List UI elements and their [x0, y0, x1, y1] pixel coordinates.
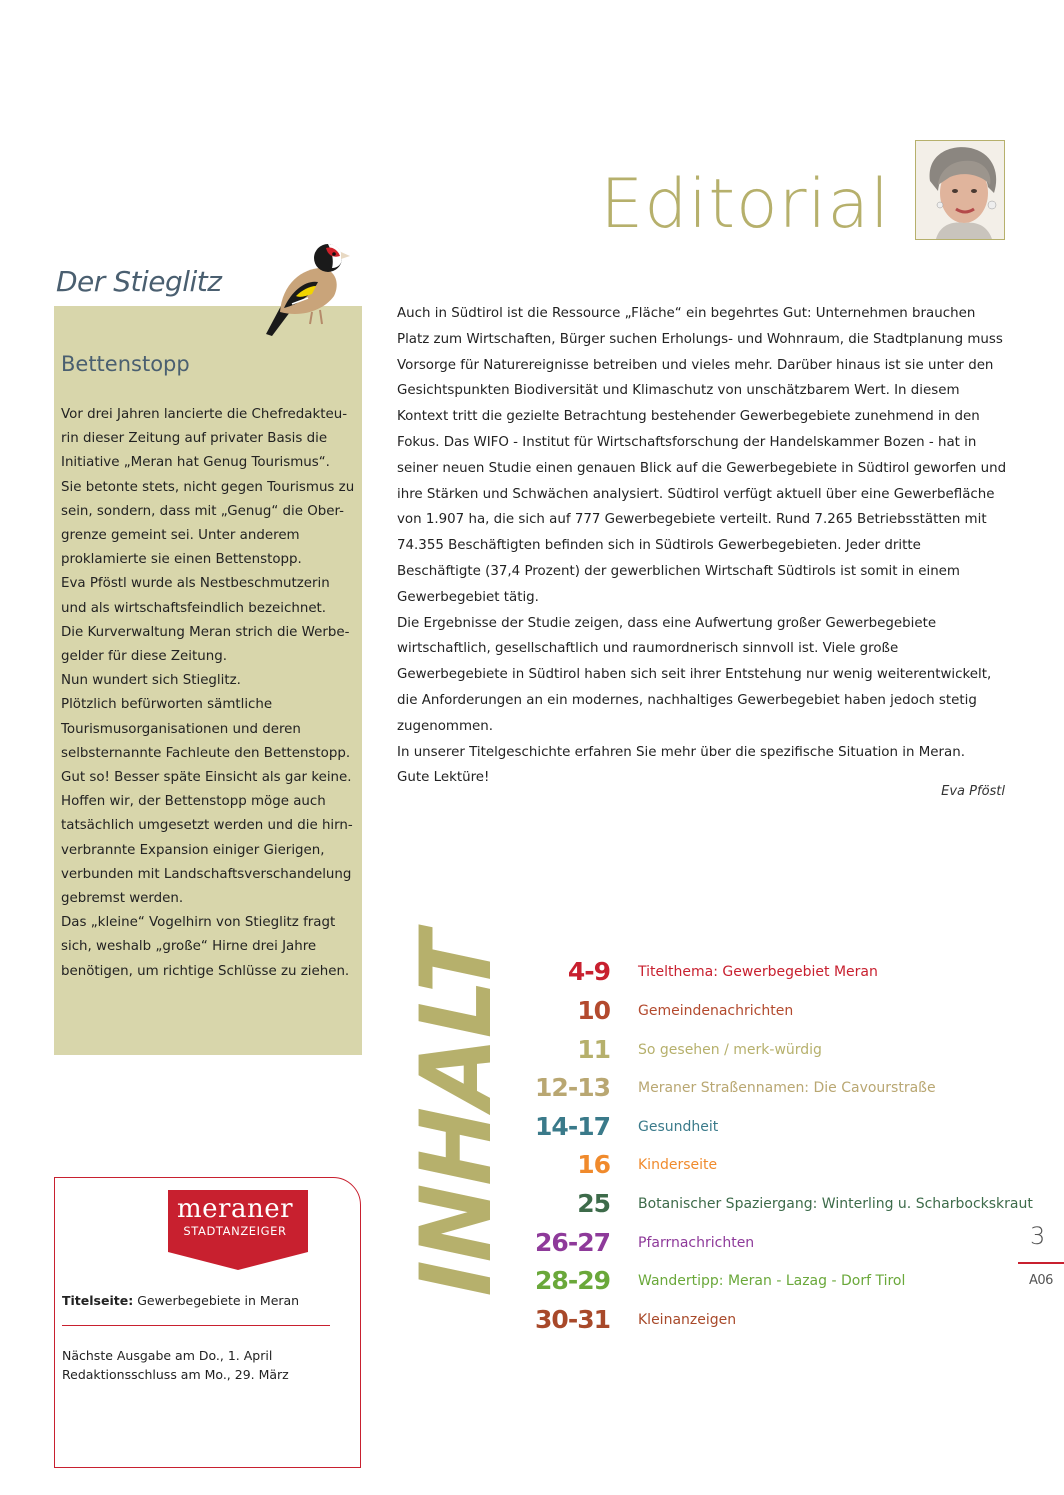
stieglitz-line: Gut so! Besser späte Einsicht als gar keine.	[61, 770, 352, 786]
toc-item[interactable]	[520, 1227, 1020, 1259]
toc-label: Pfarrnachrichten	[638, 1235, 755, 1251]
stieglitz-line: gebremst werden.	[61, 891, 184, 907]
stieglitz-line: verbrannte Expansion einiger Gierigen,	[61, 842, 325, 858]
editorial-paragraph: Die Ergebnisse der Studie zeigen, dass eine Aufwertung großer Gewerbegebiete wirtschaftlich, gesellschaftlich und raumordnerisch sinnvoll ist. Viele große Gewerbegebiete in Südtirol haben sich seit ihrer Entstehung nur wenig weiterentwickelt, die Anforderungen an ein modernes, nachhaltiges Gewerbegebiet haben jedoch stetig zugenommen.	[397, 615, 992, 734]
toc-pages: 30-31	[535, 1305, 610, 1334]
stieglitz-line: Nun wundert sich Stieglitz.	[61, 673, 241, 689]
author-portrait	[915, 140, 1005, 240]
editorial-title: Editorial	[600, 165, 890, 244]
logo-title: meraner	[176, 1194, 294, 1224]
toc-pages: 26-27	[535, 1228, 610, 1257]
editorial-paragraph: In unserer Titelgeschichte erfahren Sie mehr über die spezifische Situation in Meran.	[397, 744, 965, 760]
toc-item[interactable]	[520, 995, 1020, 1027]
toc-pages: 4-9	[567, 957, 610, 986]
stieglitz-line: Plötzlich befürworten sämtliche	[61, 697, 273, 713]
stieglitz-body	[61, 403, 355, 984]
stieglitz-line: Sie betonte stets, nicht gegen Tourismus zu	[61, 479, 355, 495]
toc-pages: 11	[577, 1035, 610, 1064]
stieglitz-line: tatsächlich umgesetzt werden und die hirn-	[61, 818, 353, 834]
cover-line	[62, 1293, 299, 1308]
inhalt-heading	[400, 894, 514, 1309]
toc-pages: 16	[577, 1150, 610, 1179]
toc-label: Titelthema: Gewerbegebiet Meran	[638, 964, 878, 980]
cover-value: Gewerbegebiete in Meran	[133, 1293, 300, 1308]
toc-item[interactable]	[520, 1111, 1020, 1143]
toc-pages: 25	[577, 1189, 610, 1218]
page-number-rule	[1018, 1262, 1064, 1264]
toc-pages: 28-29	[535, 1266, 610, 1295]
next-issue-date: Nächste Ausgabe am Do., 1. April	[62, 1348, 273, 1363]
toc-label: Botanischer Spaziergang: Winterling u. Scharbockskraut	[638, 1196, 1033, 1212]
editorial-author: Eva Pföstl	[941, 784, 1005, 799]
stieglitz-line: rin dieser Zeitung auf privater Basis die	[61, 431, 328, 447]
stieglitz-line: und als wirtschaftsfeindlich bezeichnet.	[61, 600, 327, 616]
portrait-image	[916, 141, 1004, 239]
toc-pages: 12-13	[535, 1073, 610, 1102]
stieglitz-line: proklamierte sie einen Bettenstopp.	[61, 552, 302, 568]
logo-subtitle: STADTANZEIGER	[183, 1224, 287, 1238]
stieglitz-line: Initiative „Meran hat Genug Tourismus“.	[61, 455, 330, 471]
stieglitz-line: sich, weshalb „große“ Hirne drei Jahre	[61, 939, 317, 955]
stieglitz-line: Vor drei Jahren lancierte die Chefredakteu-	[61, 407, 348, 422]
stieglitz-line: Hoffen wir, der Bettenstopp möge auch	[61, 794, 326, 810]
stieglitz-line: grenze gemeint sei. Unter anderem	[61, 528, 300, 544]
inhalt-heading-text: INHALT	[400, 894, 514, 1309]
stieglitz-line: Die Kurverwaltung Meran strich die Werbe-	[61, 624, 350, 640]
toc-item[interactable]	[520, 1188, 1033, 1220]
info-divider	[62, 1325, 330, 1326]
stieglitz-line: gelder für diese Zeitung.	[61, 649, 227, 665]
toc-label: Kleinanzeigen	[638, 1312, 737, 1328]
stieglitz-line: benötigen, um richtige Schlüsse zu ziehen.	[61, 963, 350, 979]
toc-label: Wandertipp: Meran - Lazag - Dorf Tirol	[638, 1273, 906, 1289]
page-number: 3	[1030, 1222, 1046, 1250]
editorial-body	[397, 301, 1007, 791]
editorial-deadline: Redaktionsschluss am Mo., 29. März	[62, 1367, 289, 1382]
toc-label: Gesundheit	[638, 1119, 719, 1135]
toc-item[interactable]	[520, 1034, 1020, 1066]
toc-item[interactable]	[520, 1149, 1020, 1181]
stieglitz-line: Das „kleine“ Vogelhirn von Stieglitz fragt	[61, 915, 336, 931]
editorial-paragraph: Auch in Südtirol ist die Ressource „Fläche“ ein begehrtes Gut: Unternehmen brauchen Platz zum Wirtschaften, Bürger suchen Erholungs- und Wohnraum, die Stadtplanung muss Vorsorge für Naturereignisse betreiben und vieles mehr. Darüber hinaus ist sie unter den Gesichtspunkten Biodiversität und Klimaschutz von unschätzbarem Wert. In diesem Kontext tritt die gezielte Betrachtung bestehender Gewerbegebiete zunehmend in den Fokus. Das WIFO - Institut für Wirtschaftsforschung der Handelskammer Bozen - hat in seiner neuen Studie einen genauen Blick auf die Gewerbegebiete in Südtirol geworfen und ihre Stärken und Schwächen analysiert. Südtirol verfügt aktuell über eine Gewerbefläche von 1.907 ha, die sich auf 777 Gewerbegebiete verteilt. Rund 7.265 Betriebsstätten mit 74.355 Beschäftigten befinden sich in Südtirols Gewerbegebieten. Jeder dritte Beschäftigte (37,4 Prozent) der gewerblichen Wirtschaft Südtirols ist somit in einem Gewerbegebiet tätig.	[397, 306, 1007, 605]
toc-item[interactable]	[520, 956, 1020, 988]
toc-label: Meraner Straßennamen: Die Cavourstraße	[638, 1080, 936, 1096]
toc-item[interactable]	[520, 1265, 1020, 1297]
goldfinch-icon	[262, 234, 352, 338]
stieglitz-line: Eva Pföstl wurde als Nestbeschmutzerin	[61, 576, 330, 592]
toc-label: Kinderseite	[638, 1157, 718, 1173]
stieglitz-line: sein, sondern, dass mit „Genug“ die Ober-	[61, 503, 345, 519]
stieglitz-line: verbunden mit Landschaftsverschandelung	[61, 866, 352, 882]
toc-label: Gemeindenachrichten	[638, 1003, 794, 1019]
toc-label: So gesehen / merk-würdig	[638, 1042, 822, 1058]
cover-label: Titelseite:	[62, 1293, 134, 1308]
toc-item[interactable]	[520, 1072, 1020, 1104]
editorial-paragraph: Gute Lektüre!	[397, 770, 490, 786]
page-code: A06	[1029, 1273, 1053, 1288]
stieglitz-heading: Der Stieglitz	[56, 265, 222, 298]
next-issue-info	[62, 1346, 289, 1384]
toc-pages: 10	[577, 996, 610, 1025]
stieglitz-subheading: Bettenstopp	[61, 352, 190, 376]
stieglitz-line: Tourismusorganisationen und deren	[61, 721, 301, 737]
toc-item[interactable]	[520, 1304, 1020, 1336]
stieglitz-line: selbsternannte Fachleute den Bettenstopp.	[61, 745, 351, 761]
toc-pages: 14-17	[535, 1112, 610, 1141]
